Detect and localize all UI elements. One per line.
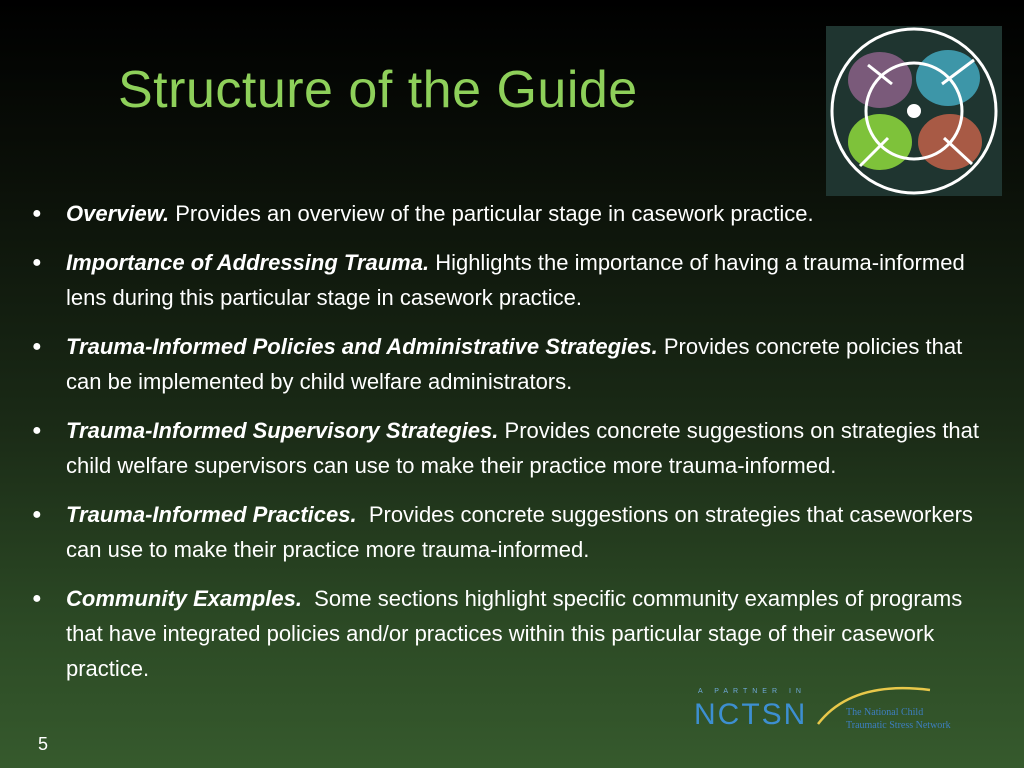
bullet-text: Some sections highlight specific community examples of programs that have integrated policies and/or practices within this particular stage of their casework practice. xyxy=(66,586,969,681)
bullet-heading: Trauma-Informed Policies and Administrative Strategies. xyxy=(66,334,658,359)
bullet-marker: ● xyxy=(32,506,42,523)
bullet-marker: ● xyxy=(32,254,42,271)
bullet-marker: ● xyxy=(32,205,42,222)
bullet-marker: ● xyxy=(32,338,42,355)
bullet-list xyxy=(30,196,990,700)
partner-acronym: NCTSN xyxy=(694,698,808,731)
partner-line-1: The National Child xyxy=(846,707,924,718)
slide-number: 5 xyxy=(38,734,49,754)
bullet-community xyxy=(30,581,990,686)
bullet-heading: Trauma-Informed Practices. xyxy=(66,502,357,527)
partner-line-2: Traumatic Stress Network xyxy=(846,720,951,731)
bullet-text: Provides an overview of the particular stage in casework practice. xyxy=(169,201,814,226)
bullet-heading: Community Examples. xyxy=(66,586,302,611)
bullet-supervisory xyxy=(30,413,990,483)
bullet-heading: Importance of Addressing Trauma. xyxy=(66,250,430,275)
slide-title: Structure of the Guide xyxy=(118,61,638,119)
bullet-marker: ● xyxy=(32,590,42,607)
bullet-importance xyxy=(30,245,990,315)
bullet-policies xyxy=(30,329,990,399)
partner-tagline: A PARTNER IN xyxy=(698,688,806,695)
nctsn-partner-logo xyxy=(694,680,1004,744)
bullet-text: Provides concrete suggestions on strategies that child welfare supervisors can use to make their practice more trauma-informed. xyxy=(66,418,980,478)
guide-logo-icon xyxy=(826,26,1002,196)
bullet-text: Highlights the importance of having a trauma-informed lens during this particular stage in casework practice. xyxy=(66,250,965,310)
bullet-marker: ● xyxy=(32,422,42,439)
bullet-heading: Trauma-Informed Supervisory Strategies. xyxy=(66,418,499,443)
bullet-overview xyxy=(30,196,990,231)
bullet-text: Provides concrete suggestions on strategies that caseworkers can use to make their practice more trauma-informed. xyxy=(66,502,980,562)
bullet-text: Provides concrete policies that can be implemented by child welfare administrators. xyxy=(66,334,963,394)
bullet-heading: Overview. xyxy=(66,201,170,226)
partner-fullname xyxy=(846,706,951,732)
bullet-practices xyxy=(30,497,990,567)
